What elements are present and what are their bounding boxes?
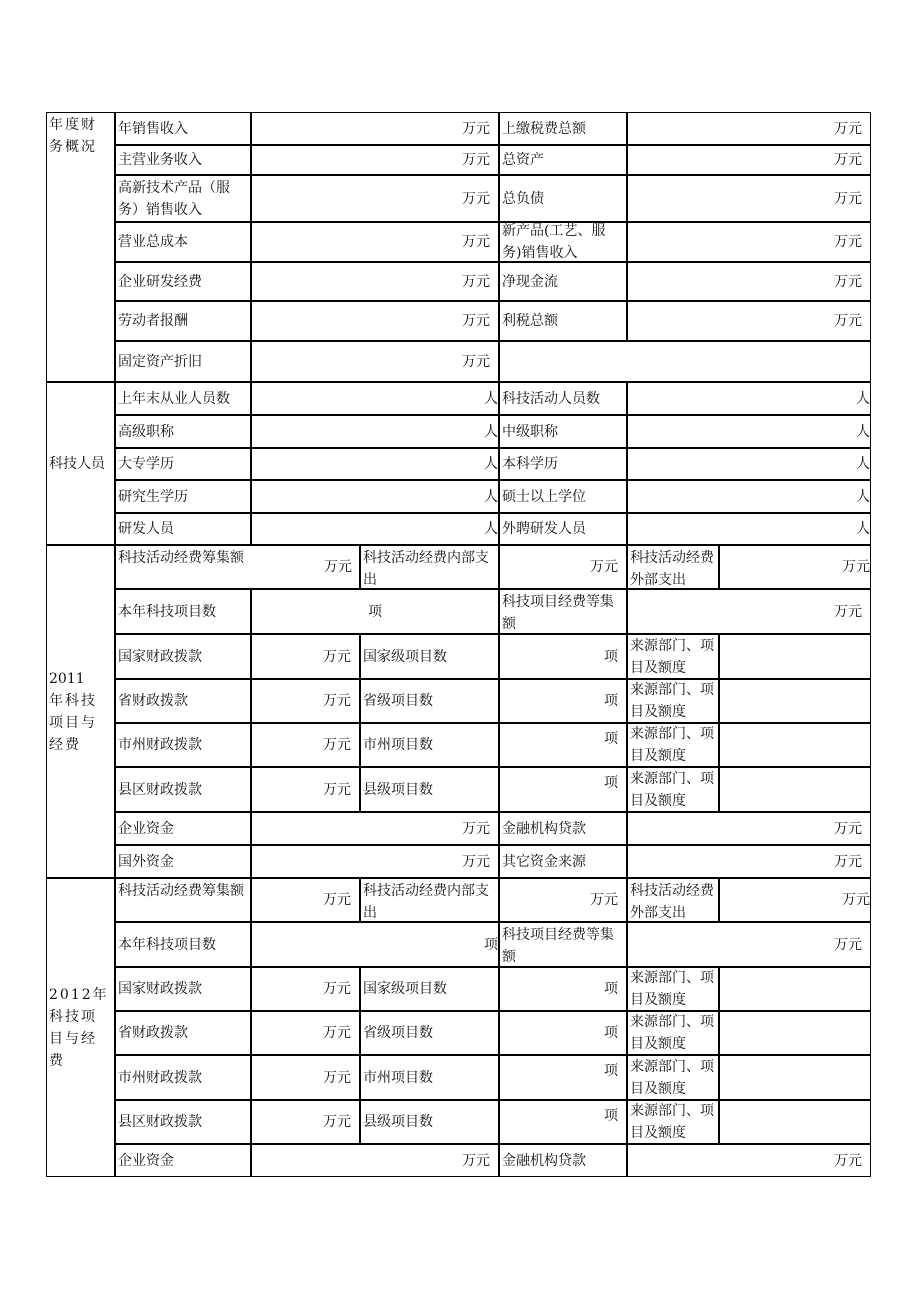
label-project-fund-raised-2011: 科技项目经费等集额 (499, 589, 627, 634)
label-source-dept-2011-county: 来源部门、项目及额度 (627, 767, 719, 812)
label-city-projects-2011: 市州项目数 (360, 723, 499, 767)
label-net-cash-flow: 净现金流 (499, 262, 627, 301)
input-main-business-revenue[interactable]: 万元 (251, 145, 499, 175)
section-finance-title: 年度财务概况 (46, 112, 115, 382)
label-national-projects-2012: 国家级项目数 (360, 967, 499, 1011)
label-county-projects-2011: 县级项目数 (360, 767, 499, 812)
input-enterprise-fund-2011[interactable]: 万元 (251, 812, 499, 845)
input-total-profit-tax[interactable]: 万元 (627, 301, 871, 341)
input-mid-title[interactable]: 人 (627, 415, 871, 448)
label-st-staff: 科技活动人员数 (499, 382, 627, 415)
section-2011-title-text: 年科技项目与经费 (49, 692, 97, 753)
input-external-rd[interactable]: 人 (627, 513, 871, 545)
input-master-above[interactable]: 人 (627, 480, 871, 513)
label-city-projects-2012: 市州项目数 (360, 1055, 499, 1100)
label-national-projects-2011: 国家级项目数 (360, 634, 499, 679)
input-national-projects-2012[interactable]: 项 (499, 967, 627, 1011)
input-provincial-projects-2011[interactable]: 项 (499, 679, 627, 723)
label-provincial-fiscal-2012: 省财政拨款 (115, 1011, 251, 1055)
label-main-business-revenue: 主营业务收入 (115, 145, 251, 175)
input-total-cost[interactable]: 万元 (251, 222, 499, 262)
input-net-cash-flow[interactable]: 万元 (627, 262, 871, 301)
input-national-fiscal-2011[interactable]: 万元 (251, 634, 360, 679)
input-st-fund-internal-2012[interactable]: 万元 (499, 878, 627, 922)
input-county-fiscal-2011[interactable]: 万元 (251, 767, 360, 812)
input-st-fund-internal-2011[interactable]: 万元 (499, 545, 627, 589)
label-depreciation: 固定资产折旧 (115, 341, 251, 382)
label-senior-title: 高级职称 (115, 415, 251, 448)
label-total-profit-tax: 利税总额 (499, 301, 627, 341)
label-projects-this-year-2011: 本年科技项目数 (115, 589, 251, 634)
label-source-dept-2012-county: 来源部门、项目及额度 (627, 1100, 719, 1144)
section-2011-title (46, 545, 115, 878)
label-foreign-fund-2011: 国外资金 (115, 845, 251, 878)
label-mid-title: 中级职称 (499, 415, 627, 448)
input-source-dept-2012-provincial[interactable] (719, 1011, 871, 1055)
section-staff-title: 科技人员 (46, 382, 115, 545)
label-external-rd: 外聘研发人员 (499, 513, 627, 545)
label-st-fund-internal-2012: 科技活动经费内部支出 (360, 878, 499, 922)
label-projects-this-year-2012: 本年科技项目数 (115, 922, 251, 967)
label-enterprise-fund-2011: 企业资金 (115, 812, 251, 845)
input-source-dept-2011-county[interactable] (719, 767, 871, 812)
input-project-fund-raised-2012[interactable]: 万元 (627, 922, 871, 967)
input-city-fiscal-2012[interactable]: 万元 (251, 1055, 360, 1100)
label-total-liabilities: 总负债 (499, 175, 627, 222)
label-labor-pay: 劳动者报酬 (115, 301, 251, 341)
input-college[interactable]: 人 (251, 448, 499, 480)
label-total-assets: 总资产 (499, 145, 627, 175)
label-total-cost: 营业总成本 (115, 222, 251, 262)
label-bank-loan-2011: 金融机构贷款 (499, 812, 627, 845)
label-source-dept-2012-provincial: 来源部门、项目及额度 (627, 1011, 719, 1055)
input-source-dept-2012-national[interactable] (719, 967, 871, 1011)
input-st-staff[interactable]: 人 (627, 382, 871, 415)
label-county-projects-2012: 县级项目数 (360, 1100, 499, 1144)
label-national-fiscal-2011: 国家财政拨款 (115, 634, 251, 679)
label-st-fund-external-2011: 科技活动经费外部支出 (627, 545, 719, 589)
label-college: 大专学历 (115, 448, 251, 480)
label-sales-revenue: 年销售收入 (115, 112, 251, 145)
label-employees-last-year: 上年末从业人员数 (115, 382, 251, 415)
label-tax-paid: 上缴税费总额 (499, 112, 627, 145)
input-labor-pay[interactable]: 万元 (251, 301, 499, 341)
input-source-dept-2011-provincial[interactable] (719, 679, 871, 723)
input-provincial-projects-2012[interactable]: 项 (499, 1011, 627, 1055)
input-city-fiscal-2011[interactable]: 万元 (251, 723, 360, 767)
input-depreciation[interactable]: 万元 (251, 341, 499, 382)
input-provincial-fiscal-2011[interactable]: 万元 (251, 679, 360, 723)
input-st-fund-raised-2012[interactable]: 万元 (251, 878, 360, 922)
input-bank-loan-2011[interactable]: 万元 (627, 812, 871, 845)
input-bank-loan-2012[interactable]: 万元 (627, 1144, 871, 1177)
input-city-projects-2012[interactable]: 项 (499, 1055, 627, 1100)
label-city-fiscal-2011: 市州财政拨款 (115, 723, 251, 767)
label-provincial-projects-2011: 省级项目数 (360, 679, 499, 723)
input-st-fund-external-2012[interactable]: 万元 (719, 878, 871, 922)
input-hitech-sales[interactable]: 万元 (251, 175, 499, 222)
input-total-liabilities[interactable]: 万元 (627, 175, 871, 222)
input-provincial-fiscal-2012[interactable]: 万元 (251, 1011, 360, 1055)
input-national-projects-2011[interactable]: 项 (499, 634, 627, 679)
label-rd-staff: 研发人员 (115, 513, 251, 545)
input-st-fund-external-2011[interactable]: 万元 (719, 545, 871, 589)
label-postgraduate: 研究生学历 (115, 480, 251, 513)
label-city-fiscal-2012: 市州财政拨款 (115, 1055, 251, 1100)
input-total-assets[interactable]: 万元 (627, 145, 871, 175)
label-source-dept-2011-city: 来源部门、项目及额度 (627, 723, 719, 767)
input-city-projects-2011[interactable]: 项 (499, 723, 627, 767)
section-2012-title: 2012年科技项目与经费 (46, 878, 115, 1177)
input-other-fund-2011[interactable]: 万元 (627, 845, 871, 878)
label-st-fund-external-2012: 科技活动经费外部支出 (627, 878, 719, 922)
input-sales-revenue[interactable]: 万元 (251, 112, 499, 145)
input-county-projects-2011[interactable]: 项 (499, 767, 627, 812)
input-projects-this-year-2011[interactable]: 项 (251, 589, 499, 634)
input-enterprise-fund-2012[interactable]: 万元 (251, 1144, 499, 1177)
input-source-dept-2012-county[interactable] (719, 1100, 871, 1144)
label-enterprise-fund-2012: 企业资金 (115, 1144, 251, 1177)
label-st-fund-raised-2011: 科技活动经费筹集额 (115, 545, 360, 589)
input-bachelor[interactable]: 人 (627, 448, 871, 480)
label-rd-expense: 企业研发经费 (115, 262, 251, 301)
label-national-fiscal-2012: 国家财政拨款 (115, 967, 251, 1011)
label-bank-loan-2012: 金融机构贷款 (499, 1144, 627, 1177)
label-source-dept-2011-national: 来源部门、项目及额度 (627, 634, 719, 679)
input-new-product-sales[interactable]: 万元 (627, 222, 871, 262)
input-project-fund-raised-2011[interactable]: 万元 (627, 589, 871, 634)
section-2011-year: 2011 (49, 670, 85, 687)
label-st-fund-raised-2012: 科技活动经费筹集额 (115, 878, 251, 922)
input-county-fiscal-2012[interactable]: 万元 (251, 1100, 360, 1144)
input-source-dept-2011-city[interactable] (719, 723, 871, 767)
label-provincial-projects-2012: 省级项目数 (360, 1011, 499, 1055)
label-county-fiscal-2011: 县区财政拨款 (115, 767, 251, 812)
input-tax-paid[interactable]: 万元 (627, 112, 871, 145)
label-hitech-sales: 高新技术产品（服务）销售收入 (115, 175, 251, 222)
input-foreign-fund-2011[interactable]: 万元 (251, 845, 499, 878)
label-source-dept-2011-provincial: 来源部门、项目及额度 (627, 679, 719, 723)
label-master-above: 硕士以上学位 (499, 480, 627, 513)
label-source-dept-2012-national: 来源部门、项目及额度 (627, 967, 719, 1011)
label-source-dept-2012-city: 来源部门、项目及额度 (627, 1055, 719, 1100)
label-project-fund-raised-2012: 科技项目经费等集额 (499, 922, 627, 967)
input-national-fiscal-2012[interactable]: 万元 (251, 967, 360, 1011)
label-bachelor: 本科学历 (499, 448, 627, 480)
label-county-fiscal-2012: 县区财政拨款 (115, 1100, 251, 1144)
label-provincial-fiscal-2011: 省财政拨款 (115, 679, 251, 723)
input-st-fund-raised-2011[interactable]: 万元 (252, 545, 361, 589)
input-county-projects-2012[interactable]: 项 (499, 1100, 627, 1144)
input-employees-last-year[interactable]: 人 (251, 382, 499, 415)
input-projects-this-year-2012[interactable]: 项 (251, 922, 499, 967)
input-senior-title[interactable]: 人 (251, 415, 499, 448)
input-rd-expense[interactable]: 万元 (251, 262, 499, 301)
label-other-fund-2011: 其它资金来源 (499, 845, 627, 878)
label-st-fund-internal-2011: 科技活动经费内部支出 (360, 545, 499, 589)
empty-cell (499, 341, 871, 382)
input-source-dept-2011-national[interactable] (719, 634, 871, 679)
input-postgraduate[interactable]: 人 (251, 480, 499, 513)
input-source-dept-2012-city[interactable] (719, 1055, 871, 1100)
input-rd-staff[interactable]: 人 (251, 513, 499, 545)
label-new-product-sales: 新产品(工艺、服务)销售收入 (499, 222, 627, 262)
